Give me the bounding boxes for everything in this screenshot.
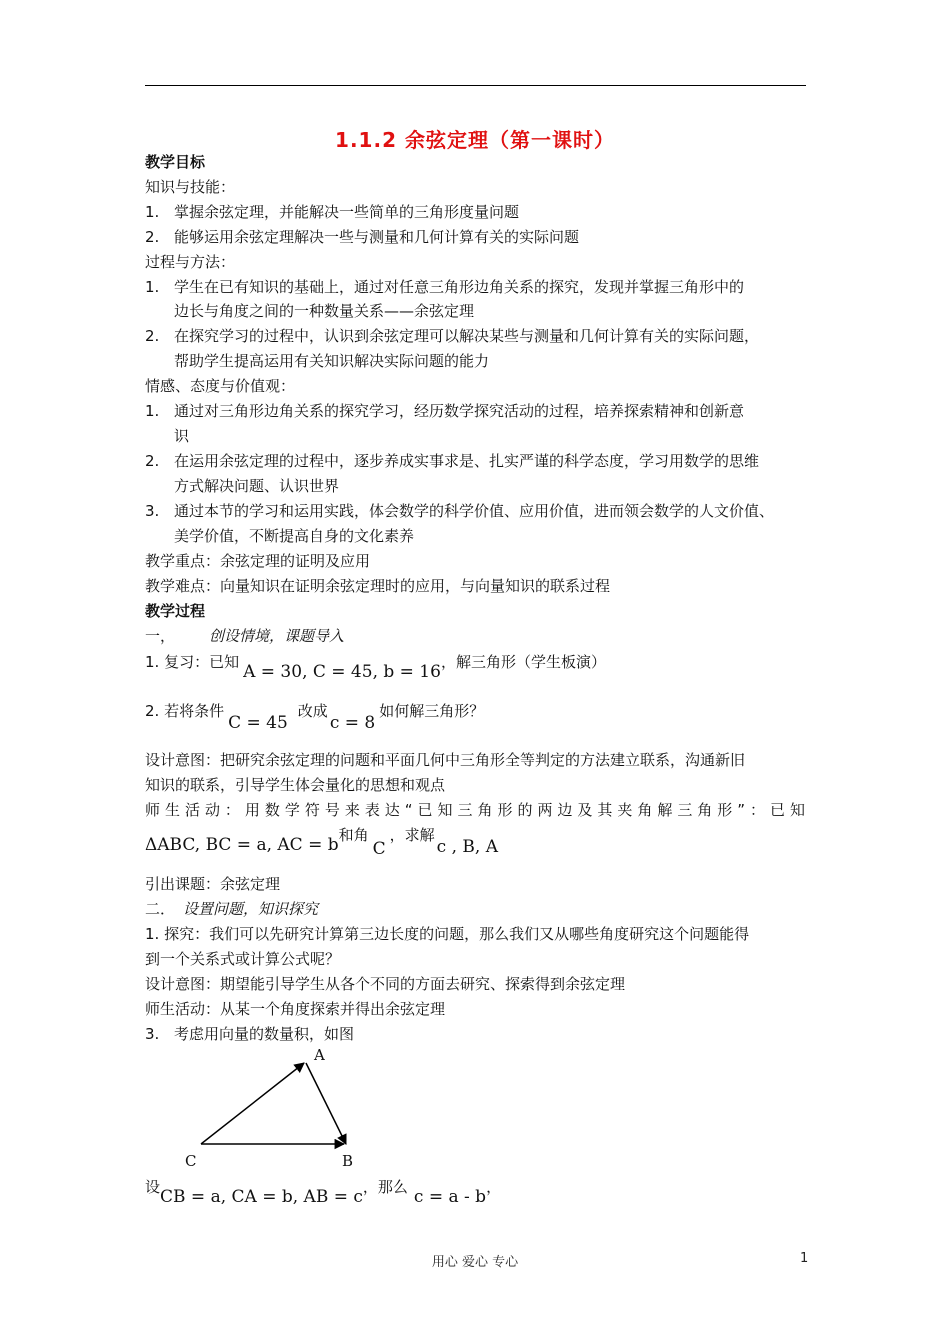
list-item-continuation: 美学价值，不断提高自身的文化素养 bbox=[174, 527, 415, 545]
review-suffix: ，解三角形（学生板演） bbox=[440, 653, 606, 671]
key-point: 教学重点：余弦定理的证明及应用 bbox=[145, 552, 371, 570]
q2-mid: 改成 bbox=[297, 702, 328, 720]
list-item: 在探究学习的过程中，认识到余弦定理可以解决某些与测量和几何计算有关的实际问题， bbox=[174, 327, 760, 345]
list-item: 能够运用余弦定理解决一些与测量和几何计算有关的实际问题 bbox=[174, 228, 580, 246]
q2-prefix: 2. 若将条件 bbox=[145, 702, 225, 720]
q2-math-c: C = 45 bbox=[228, 713, 288, 733]
vector-ab bbox=[306, 1063, 346, 1144]
design-intent-one-cont: 知识的联系，引导学生体会量化的思想和观点 bbox=[145, 776, 446, 794]
difficulty: 教学难点：向量知识在证明余弦定理时的应用，与向量知识的联系过程 bbox=[145, 577, 611, 595]
review-math-c: , C = 45 bbox=[302, 662, 373, 682]
activity-math-cba: c , B, A bbox=[436, 837, 498, 857]
vector-ca bbox=[201, 1063, 304, 1144]
design-intent-two: 设计意图：期望能引导学生从各个不同的方面去研究、探索得到余弦定理 bbox=[145, 975, 626, 993]
section-number: 一， bbox=[145, 627, 176, 645]
list-number: 3. bbox=[145, 1025, 160, 1043]
list-number: 2. bbox=[145, 452, 160, 470]
activity-mid: 和角 bbox=[338, 826, 369, 844]
list-number: 1. bbox=[145, 203, 160, 221]
header-rule bbox=[145, 85, 806, 86]
let-math-difference: c = a - b bbox=[413, 1187, 487, 1207]
activity-math-c: C bbox=[372, 839, 386, 859]
review-prefix: 1. 复习：已知 bbox=[145, 653, 240, 671]
list-item-continuation: 边长与角度之间的一种数量关系——余弦定理 bbox=[174, 302, 475, 320]
process-label: 过程与方法： bbox=[145, 253, 236, 271]
let-mid: ，那么 bbox=[362, 1178, 408, 1196]
vertex-label-a: A bbox=[314, 1046, 325, 1064]
vector-line: 考虑用向量的数量积，如图 bbox=[174, 1025, 355, 1043]
list-item-continuation: 帮助学生提高运用有关知识解决实际问题的能力 bbox=[174, 352, 490, 370]
section-one-heading bbox=[145, 625, 344, 647]
attitude-label: 情感、态度与价值观： bbox=[145, 377, 296, 395]
question-two-line bbox=[145, 700, 485, 733]
list-number: 2. bbox=[145, 327, 160, 345]
section-number: 二． bbox=[145, 900, 176, 918]
list-item: 通过对三角形边角关系的探究学习，经历数学探究活动的过程，培养探索精神和创新意 bbox=[174, 402, 745, 420]
list-number: 3. bbox=[145, 502, 160, 520]
objectives-heading: 教学目标 bbox=[145, 153, 206, 171]
activity-two: 师生活动：从某一个角度探索并得出余弦定理 bbox=[145, 1000, 446, 1018]
knowledge-label: 知识与技能： bbox=[145, 178, 236, 196]
list-item: 通过本节的学习和运用实践，体会数学的科学价值、应用价值，进而领会数学的人文价值、 bbox=[174, 502, 775, 520]
list-item-continuation: 识 bbox=[174, 427, 190, 445]
section-title: 设置问题，知识探究 bbox=[183, 900, 319, 918]
section-title: 创设情境，课题导入 bbox=[209, 627, 345, 645]
page-number: 1 bbox=[800, 1251, 809, 1266]
activity-mid-two: ，求解 bbox=[389, 826, 435, 844]
let-math-vectors: CB = a, CA = b, AB = c bbox=[160, 1187, 363, 1207]
vertex-label-c: C bbox=[185, 1152, 197, 1170]
process-heading: 教学过程 bbox=[145, 602, 206, 620]
q2-suffix: 如何解三角形？ bbox=[379, 702, 485, 720]
activity-math-triangle: ΔABC, BC = a, AC = b bbox=[145, 835, 339, 855]
topic-line: 引出课题：余弦定理 bbox=[145, 875, 281, 893]
explore-line: 1. 探究：我们可以先研究计算第三边长度的问题，那么我们又从哪些角度研究这个问题能得 bbox=[145, 925, 750, 943]
let-line bbox=[145, 1176, 502, 1207]
list-number: 1. bbox=[145, 278, 160, 296]
list-item-continuation: 方式解决问题、认识世界 bbox=[174, 477, 340, 495]
activity-one: 师生活动：用数学符号来表达“已知三角形的两边及其夹角解三角形”：已知 bbox=[145, 801, 805, 819]
q2-math-c8: c = 8 bbox=[329, 713, 376, 733]
let-prefix: 设 bbox=[145, 1178, 161, 1196]
list-item: 学生在已有知识的基础上，通过对任意三角形边角关系的探究，发现并掌握三角形中的 bbox=[174, 278, 745, 296]
design-intent-one: 设计意图：把研究余弦定理的问题和平面几何中三角形全等判定的方法建立联系，沟通新旧 bbox=[145, 751, 746, 769]
let-suffix: ， bbox=[486, 1178, 502, 1196]
list-number: 1. bbox=[145, 402, 160, 420]
list-number: 2. bbox=[145, 228, 160, 246]
activity-one-math-line bbox=[145, 824, 498, 859]
review-line bbox=[145, 651, 606, 682]
review-math-a: A = 30 bbox=[243, 662, 303, 682]
triangle-figure bbox=[180, 1040, 380, 1179]
page-footer: 用心 爱心 专心 bbox=[431, 1255, 519, 1270]
list-item: 掌握余弦定理，并能解决一些简单的三角形度量问题 bbox=[174, 203, 520, 221]
explore-line-cont: 到一个关系式或计算公式呢？ bbox=[145, 950, 341, 968]
review-math-b: , b = 16 bbox=[372, 662, 441, 682]
vertex-label-b: B bbox=[342, 1152, 354, 1170]
list-item: 在运用余弦定理的过程中，逐步养成实事求是、扎实严谨的科学态度，学习用数学的思维 bbox=[174, 452, 760, 470]
page-title: 1.1.2 余弦定理（第一课时） bbox=[335, 128, 615, 152]
section-two-heading bbox=[145, 898, 318, 920]
